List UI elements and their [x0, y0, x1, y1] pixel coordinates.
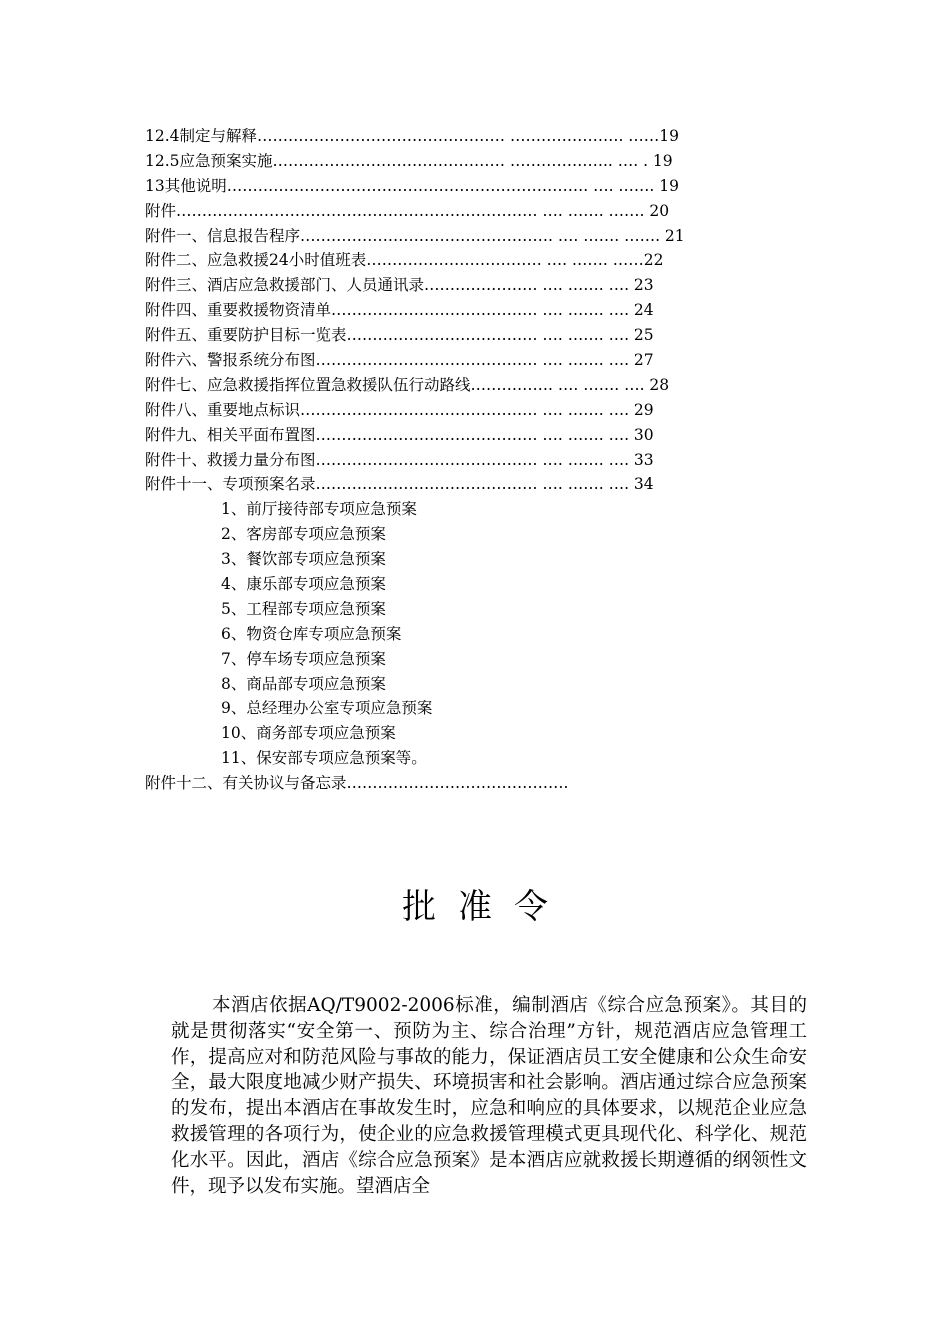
toc-entry: 附件九、相关平面布置图……………………………………. …. ……. …. 30: [145, 425, 654, 444]
toc-subitem: 9、总经理办公室专项应急预案: [221, 699, 433, 718]
toc-entry: 附件二、应急救援24小时值班表……………………………. …. ……. ……22: [145, 251, 664, 270]
toc-entry: 附件五、重要防护目标一览表………………………………. …. ……. …. 25: [145, 326, 654, 345]
toc-entry: 附件四、重要救援物资清单…………………………………. …. ……. …. 24: [145, 301, 654, 320]
toc-subitem: 8、商品部专项应急预案: [221, 674, 386, 693]
approval-order-text: 本酒店依据AQ/T9002-2006标准，编制酒店《综合应急预案》。其目的就是贯彻落实“安全第一、预防为主、综合治理”方针，规范酒店应急管理工作，提高应对和防范风险与事故的能力，保证酒店员工安全健康和公众生命安全，最大限度地减少财产损失、环境损害和社会影响。酒店通过综合应急预案的发布，提出本酒店在事故发生时，应急和响应的具体要求，以规范企业应急救援管理的各项行为，使企业的应急救援管理模式更具现代化、科学化、规范化水平。因此，酒店《综合应急预案》是本酒店应就救援长期遵循的纲领性文件，现予以发布实施。望酒店全: [171, 995, 807, 1197]
toc-subitem: 4、康乐部专项应急预案: [221, 575, 386, 594]
toc-entry: 附件十、救援力量分布图……………………………………. …. ……. …. 33: [145, 450, 654, 469]
toc-entry: 附件……………………………………………………………. …. ……. ……. 20: [145, 201, 670, 220]
toc-subitem: 6、物资仓库专项应急预案: [221, 624, 402, 643]
toc-subitem: 11、保安部专项应急预案等。: [221, 749, 427, 768]
toc-subitem: 10、商务部专项应急预案: [221, 724, 396, 743]
toc-subitem: 7、停车场专项应急预案: [221, 649, 386, 668]
toc-entry: 附件八、重要地点标识………………………………………. …. ……. …. 29: [145, 400, 654, 419]
toc-entry: 附件三、酒店应急救援部门、人员通讯录…………………. …. ……. …. 23: [145, 276, 654, 295]
toc-entry: 附件十一、专项预案名录……………………………………. …. ……. …. 34: [145, 475, 654, 494]
toc-subitem: 3、餐饮部专项应急预案: [221, 550, 386, 569]
page-title: 批准令: [402, 887, 570, 927]
table-of-contents: [145, 124, 805, 796]
toc-entry: 附件七、应急救援指挥位置急救援队伍行动路线……………. …. ……. …. 28: [145, 375, 670, 394]
toc-subitem: 1、前厅接待部专项应急预案: [221, 500, 417, 519]
toc-entry: 13其他说明……………………………………………………………. …. ……. 19: [145, 176, 680, 195]
toc-entry: 附件一、信息报告程序…………………………………………. …. ……. ……. 21: [145, 226, 685, 245]
toc-subitem: 5、工程部专项应急预案: [221, 599, 386, 618]
toc-entry: 附件十二、有关协议与备忘录…………………………………….: [145, 774, 569, 793]
toc-entry: 12.4制定与解释………………………………………… …………………. ……19: [145, 127, 680, 145]
toc-entry: 12.5应急预案实施……………………………………… ……………….. …. . 19: [145, 151, 673, 170]
toc-entry: 附件六、警报系统分布图……………………………………. …. ……. …. 27: [145, 351, 654, 370]
toc-subitem: 2、客房部专项应急预案: [221, 525, 386, 544]
